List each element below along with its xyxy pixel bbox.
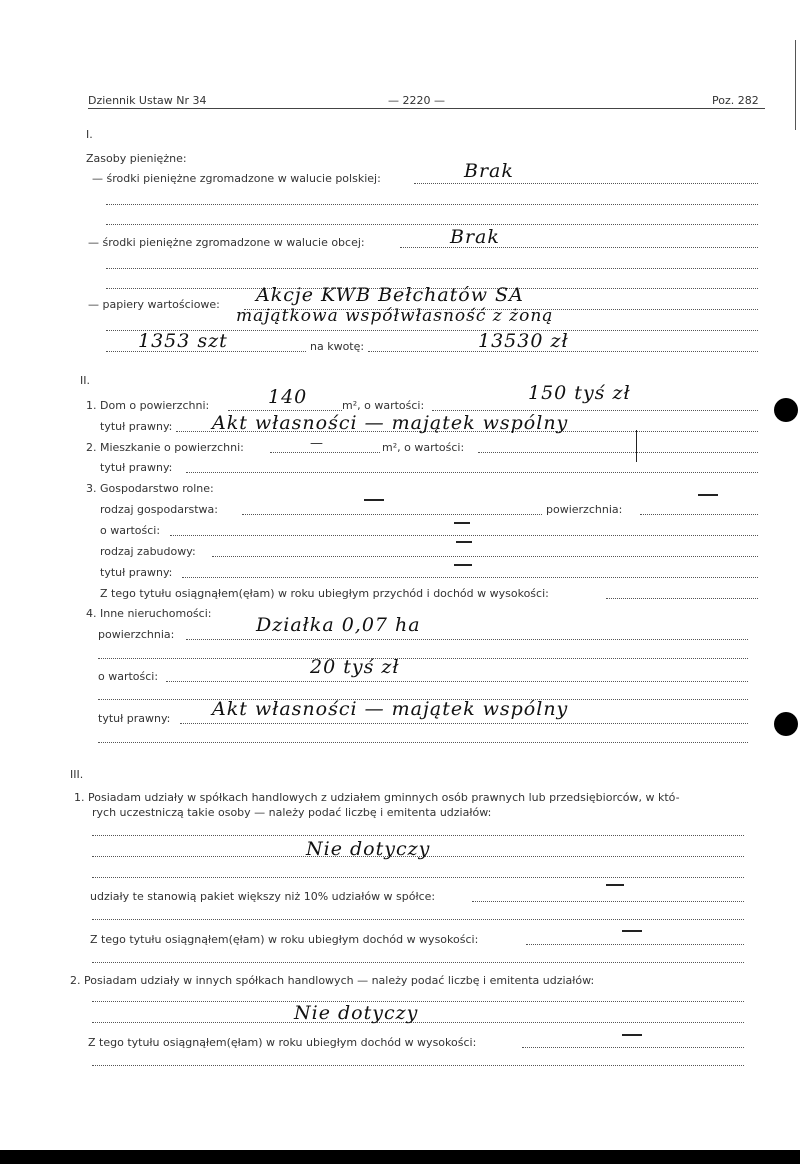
other-title: Akt własności — majątek wspólny	[212, 698, 569, 720]
farm-area-label: powierzchnia:	[546, 503, 623, 516]
shares-other-income-extra-line	[92, 1064, 744, 1066]
house-value-line	[432, 409, 758, 411]
other-value-line	[166, 680, 748, 682]
farm-value-line	[170, 534, 758, 536]
punch-hole-bottom	[774, 712, 798, 736]
flat-label: 2. Mieszkanie o powierzchni:	[86, 441, 244, 454]
other-title-extra-line	[98, 741, 748, 743]
shares-other-value: Nie dotyczy	[294, 1002, 419, 1024]
foreign-funds-label: — środki pieniężne zgromadzone w walucie obcej:	[88, 236, 365, 249]
other-area-label: powierzchnia:	[98, 628, 175, 641]
house-title-label: tytuł prawny:	[100, 420, 173, 433]
house-area: 140	[268, 386, 308, 408]
other-property-label: 4. Inne nieruchomości:	[86, 607, 212, 620]
shares-gminne-income-label: Z tego tytułu osiągnąłem(ęłam) w roku ubiegłym dochód w wysokości:	[90, 933, 479, 946]
other-area-extra-line	[98, 657, 748, 659]
house-area-line	[228, 409, 342, 411]
pln-funds-value: Brak	[464, 160, 514, 182]
pln-funds-label: — środki pieniężne zgromadzone w walucie polskiej:	[92, 172, 381, 185]
other-area-line	[186, 638, 748, 640]
farm-label: 3. Gospodarstwo rolne:	[86, 482, 214, 495]
farm-type-line	[242, 513, 542, 515]
flat-area-line	[270, 451, 380, 453]
position-number: Poz. 282	[712, 94, 759, 107]
page-number: — 2220 —	[388, 94, 445, 107]
shares-package-extra-line	[92, 918, 744, 920]
shares-gminne-value: Nie dotyczy	[306, 838, 431, 860]
flat-title-label: tytuł prawny:	[100, 461, 173, 474]
securities-label: — papiery wartościowe:	[88, 298, 220, 311]
farm-build-label: rodzaj zabudowy:	[100, 545, 196, 558]
farm-title-dash	[454, 564, 472, 566]
pln-funds-extra-line-1	[106, 203, 758, 205]
shares-other-label: 2. Posiadam udziały w innych spółkach handlowych — należy podać liczbę i emitenta udziałów:	[70, 974, 595, 987]
flat-area: —	[310, 436, 323, 451]
house-unit: m², o wartości:	[342, 399, 425, 412]
other-title-label: tytuł prawny:	[98, 712, 171, 725]
securities-count-line	[106, 350, 306, 352]
shares-package-line	[472, 900, 744, 902]
flat-title-line	[186, 471, 758, 473]
foreign-funds-value: Brak	[450, 226, 500, 248]
journal-title: Dziennik Ustaw Nr 34	[88, 94, 207, 107]
other-area-value: Działka 0,07 ha	[256, 614, 421, 636]
pln-funds-line	[414, 182, 758, 184]
securities-value-1: Akcje KWB Bełchatów SA	[256, 284, 524, 306]
shares-gminne-income-extra-line	[92, 961, 744, 963]
flat-unit: m², o wartości:	[382, 441, 465, 454]
farm-area-line	[640, 513, 758, 515]
shares-other-income-line	[522, 1046, 744, 1048]
shares-other-income-label: Z tego tytułu osiągnąłem(ęłam) w roku ubiegłym dochód w wysokości:	[88, 1036, 477, 1049]
scan-bottom-edge	[0, 1150, 800, 1164]
amount-label: na kwotę:	[310, 340, 365, 353]
pln-funds-extra-line-2	[106, 223, 758, 225]
farm-build-dash	[456, 541, 472, 543]
cash-heading: Zasoby pieniężne:	[86, 152, 187, 165]
scan-edge	[795, 40, 796, 130]
house-label: 1. Dom o powierzchni:	[86, 399, 210, 412]
amount-value: 13530 zł	[478, 330, 569, 352]
other-value: 20 tyś zł	[310, 656, 400, 678]
farm-title-line	[182, 576, 758, 578]
shares-other-income-dash	[622, 1034, 642, 1036]
securities-value-2: majątkowa współwłasność z żoną	[236, 306, 554, 326]
shares-package-label: udziały te stanowią pakiet większy niż 10% udziałów w spółce:	[90, 890, 436, 903]
farm-type-dash	[364, 499, 384, 501]
house-value: 150 tyś zł	[528, 382, 631, 404]
other-value-label: o wartości:	[98, 670, 159, 683]
section-1-numeral: I.	[86, 128, 93, 141]
shares-gminne-text-2: rych uczestniczą takie osoby — należy podać liczbę i emitenta udziałów:	[92, 806, 492, 819]
farm-build-line	[212, 555, 758, 557]
pen-stroke	[636, 430, 637, 462]
punch-hole-top	[774, 398, 798, 422]
shares-gminne-text-1: 1. Posiadam udziały w spółkach handlowych z udziałem gminnych osób prawnych lub przedsiębiorców, w któ-	[74, 791, 680, 804]
farm-area-dash	[698, 494, 718, 496]
header-rule	[88, 108, 765, 109]
securities-count: 1353 szt	[138, 330, 228, 352]
house-title: Akt własności — majątek wspólny	[212, 412, 569, 434]
shares-gminne-income-line	[526, 943, 744, 945]
farm-title-label: tytuł prawny:	[100, 566, 173, 579]
shares-gminne-income-dash	[622, 930, 642, 932]
section-2-numeral: II.	[80, 374, 90, 387]
shares-gminne-line-1	[92, 834, 744, 836]
farm-type-label: rodzaj gospodarstwa:	[100, 503, 218, 516]
other-title-line	[180, 722, 748, 724]
farm-income-label: Z tego tytułu osiągnąłem(ęłam) w roku ubiegłym przychód i dochód w wysokości:	[100, 587, 549, 600]
farm-income-line	[606, 597, 758, 599]
farm-value-label: o wartości:	[100, 524, 161, 537]
farm-value-dash	[454, 522, 470, 524]
shares-package-dash	[606, 884, 624, 886]
flat-value-line	[478, 451, 758, 453]
shares-gminne-line-3	[92, 876, 744, 878]
foreign-funds-extra-line-1	[106, 267, 758, 269]
section-3-numeral: III.	[70, 768, 84, 781]
